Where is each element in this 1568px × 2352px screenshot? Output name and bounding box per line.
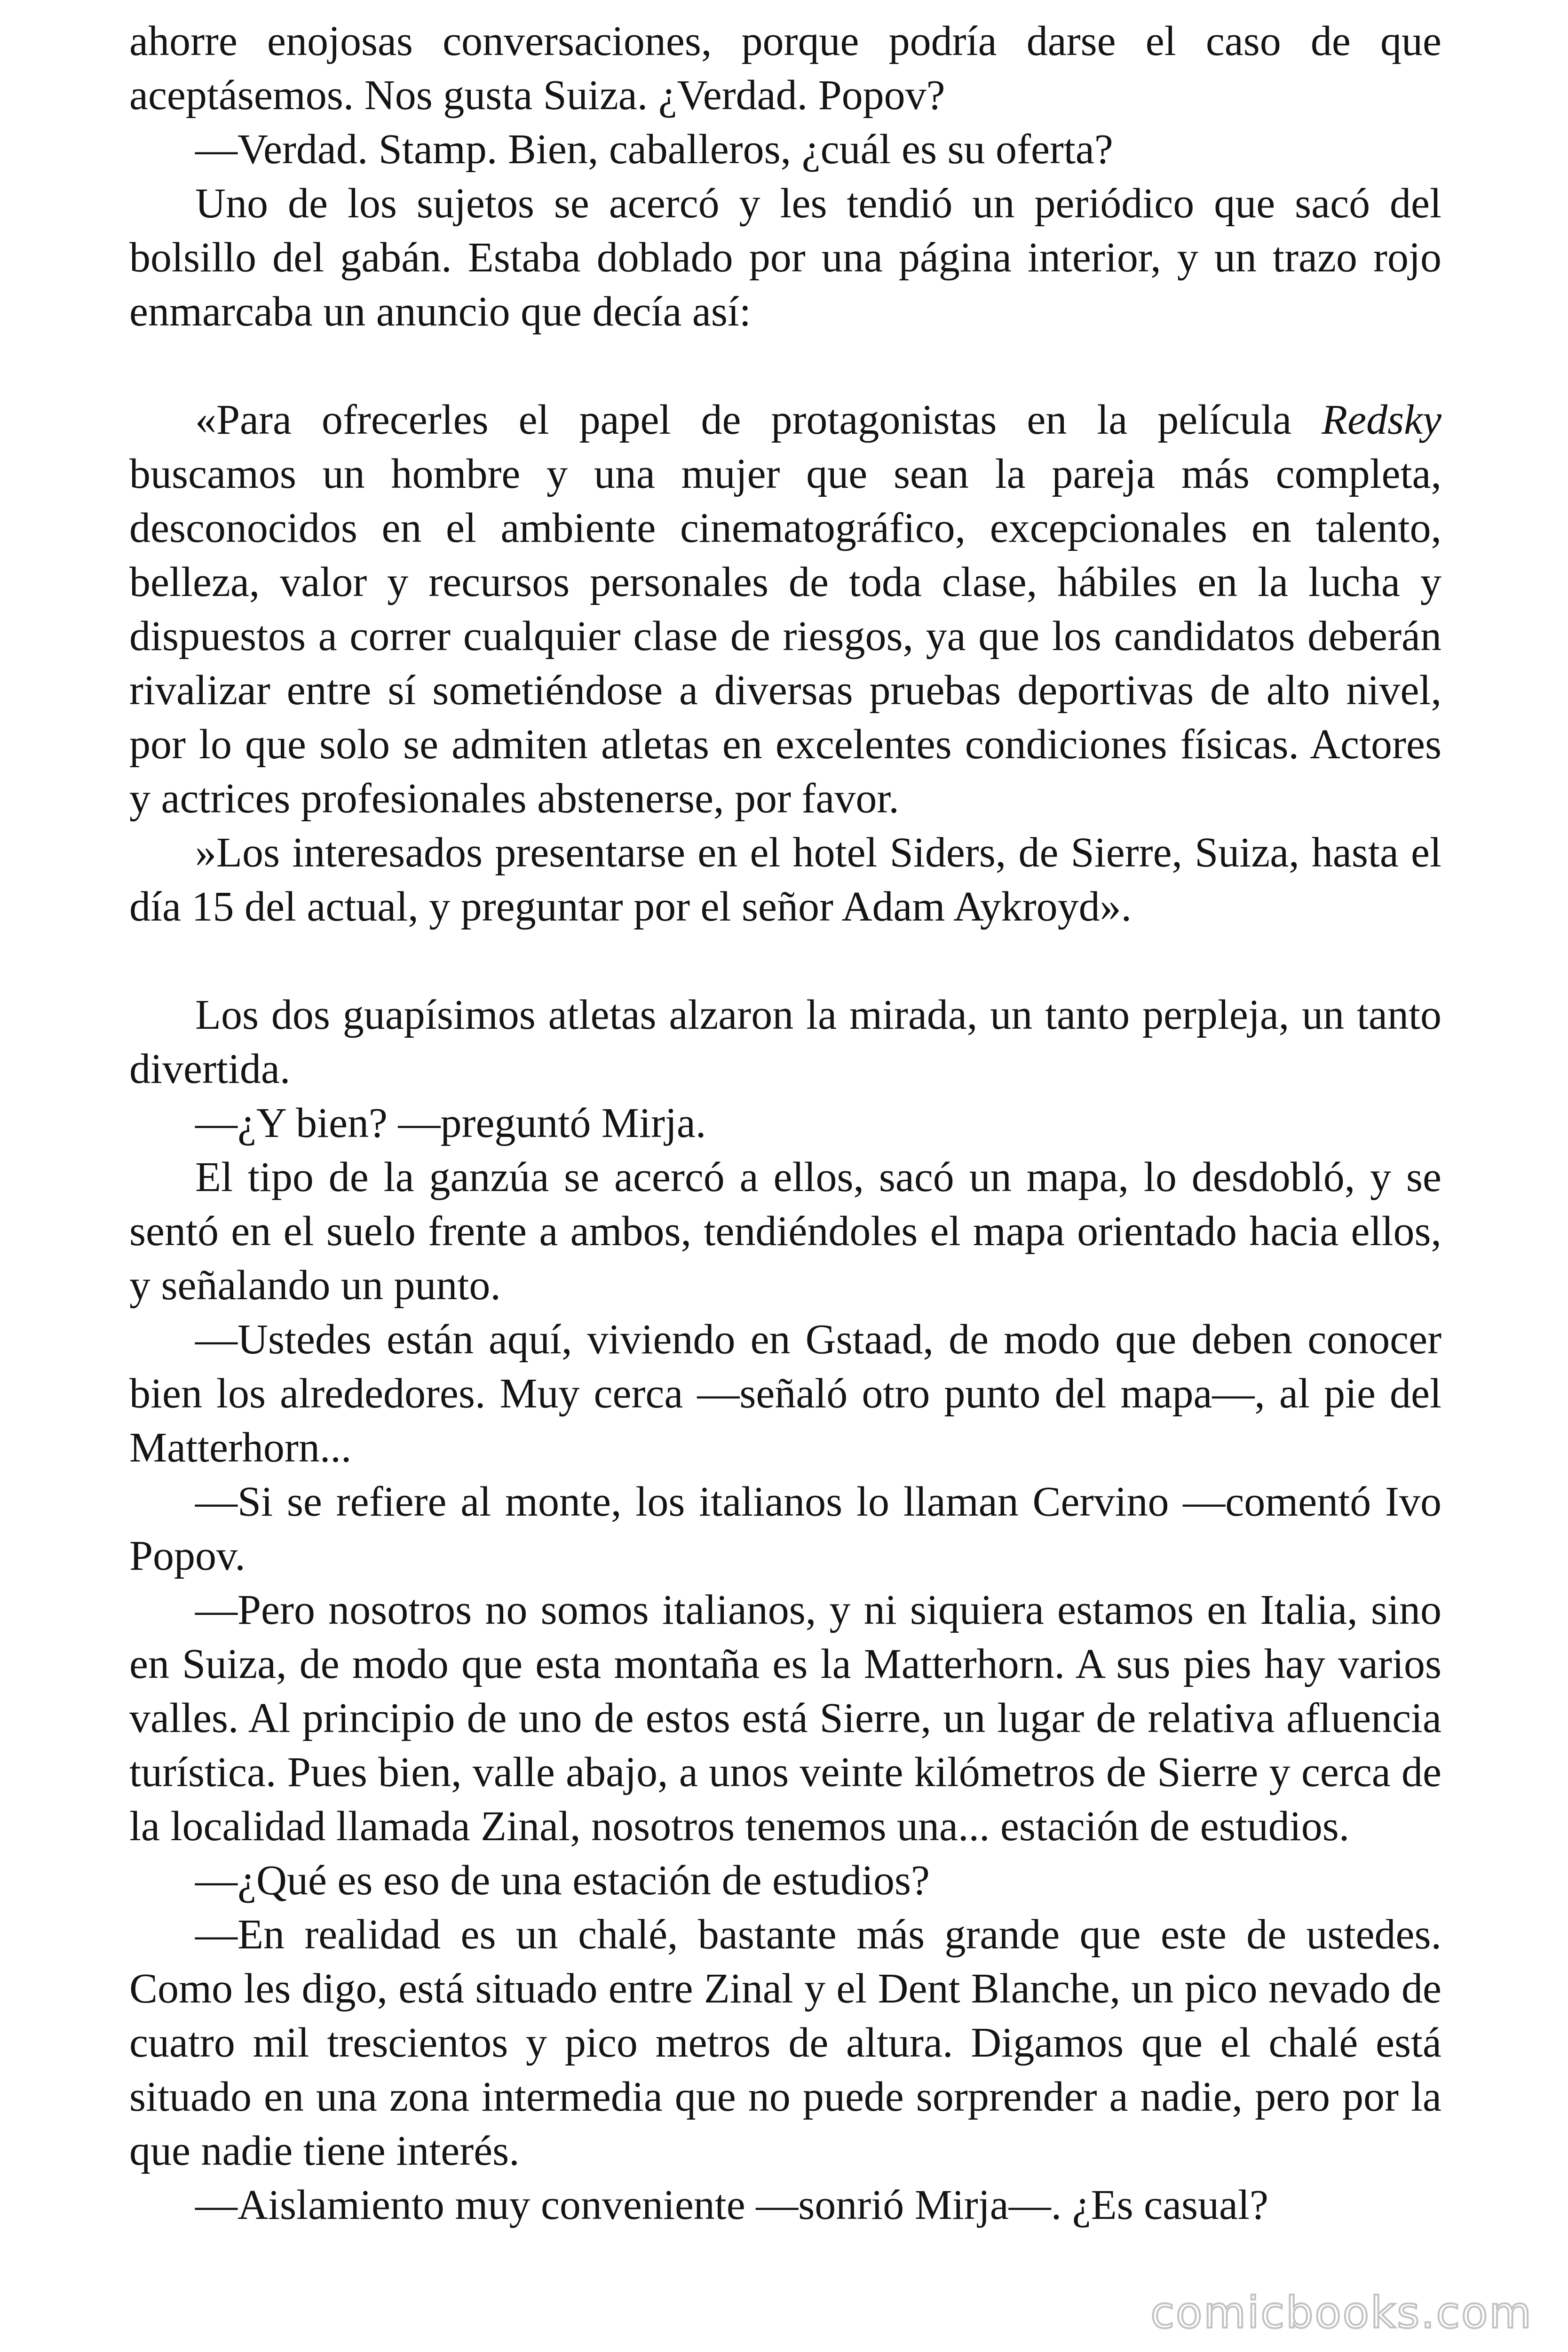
book-page-text	[129, 14, 1441, 2232]
dialogue-line: —Verdad. Stamp. Bien, caballeros, ¿cuál es su oferta?	[195, 126, 1113, 173]
ad-text-end: buscamos un hombre y una mujer que sean la pareja más completa, desconocidos en el ambiente cinematográfico, excepcionales en talento, belleza, valor y recursos personales de toda clase, hábiles en la lucha y dispuestos a correr cualquier clase de riesgos, ya que los candidatos deberán rivalizar entre sí sometiéndose a diversas pruebas deportivas de alto nivel, por lo que solo se admiten atletas en excelentes condiciones físicas. Actores y actrices profesionales abstenerse, por favor.	[129, 451, 1441, 822]
narrative-paragraph: Los dos guapísimos atletas alzaron la mirada, un tanto perpleja, un tanto divertida.	[129, 992, 1441, 1092]
paragraph-continuation: ahorre enojosas conversaciones, porque podría darse el caso de que aceptásemos. Nos gusta Suiza. ¿Verdad. Popov?	[129, 18, 1441, 119]
ad-text-start: «Para ofrecerles el papel de protagonistas en la película	[195, 397, 1322, 443]
dialogue-line: —Pero nosotros no somos italianos, y ni siquiera estamos en Italia, sino en Suiza, de modo que esta montaña es la Matterhorn. A sus pies hay varios valles. Al principio de uno de estos está Sierre, un lugar de relativa afluencia turística. Pues bien, valle abajo, a unos veinte kilómetros de Sierre y cerca de la localidad llamada Zinal, nosotros tenemos una... estación de estudios.	[129, 1587, 1441, 1850]
dialogue-line: —¿Y bien? —preguntó Mirja.	[195, 1100, 706, 1146]
dialogue-line: —Si se refiere al monte, los italianos lo llaman Cervino —comentó Ivo Popov.	[129, 1478, 1441, 1579]
dialogue-line: —En realidad es un chalé, bastante más grande que este de ustedes. Como les digo, está situado entre Zinal y el Dent Blanche, un pico nevado de cuatro mil trescientos y pico metros de altura. Digamos que el chalé está situado en una zona intermedia que no puede sorprender a nadie, pero por la que nadie tiene interés.	[129, 1911, 1441, 2174]
dialogue-line: —Ustedes están aquí, viviendo en Gstaad, de modo que deben conocer bien los alrededores. Muy cerca —señaló otro punto del mapa—, al pie del Matterhorn...	[129, 1316, 1441, 1471]
dialogue-line: —¿Qué es eso de una estación de estudios?	[195, 1857, 930, 1904]
narrative-paragraph: Uno de los sujetos se acercó y les tendió un periódico que sacó del bolsillo del gabán. Estaba doblado por una página interior, y un trazo rojo enmarcaba un anuncio que decía así:	[129, 180, 1441, 335]
narrative-paragraph: El tipo de la ganzúa se acercó a ellos, sacó un mapa, lo desdobló, y se sentó en el suelo frente a ambos, tendiéndoles el mapa orientado hacia ellos, y señalando un punto.	[129, 1154, 1441, 1309]
site-watermark: comicbooks.com	[1150, 2288, 1533, 2338]
film-title: Redsky	[1322, 397, 1441, 443]
advertisement-paragraph-closing: »Los interesados presentarse en el hotel Siders, de Sierre, Suiza, hasta el día 15 del actual, y preguntar por el señor Adam Aykroyd».	[129, 829, 1441, 930]
advertisement-paragraph	[129, 393, 1441, 826]
dialogue-line: —Aislamiento muy conveniente —sonrió Mirja—. ¿Es casual?	[195, 2182, 1268, 2228]
